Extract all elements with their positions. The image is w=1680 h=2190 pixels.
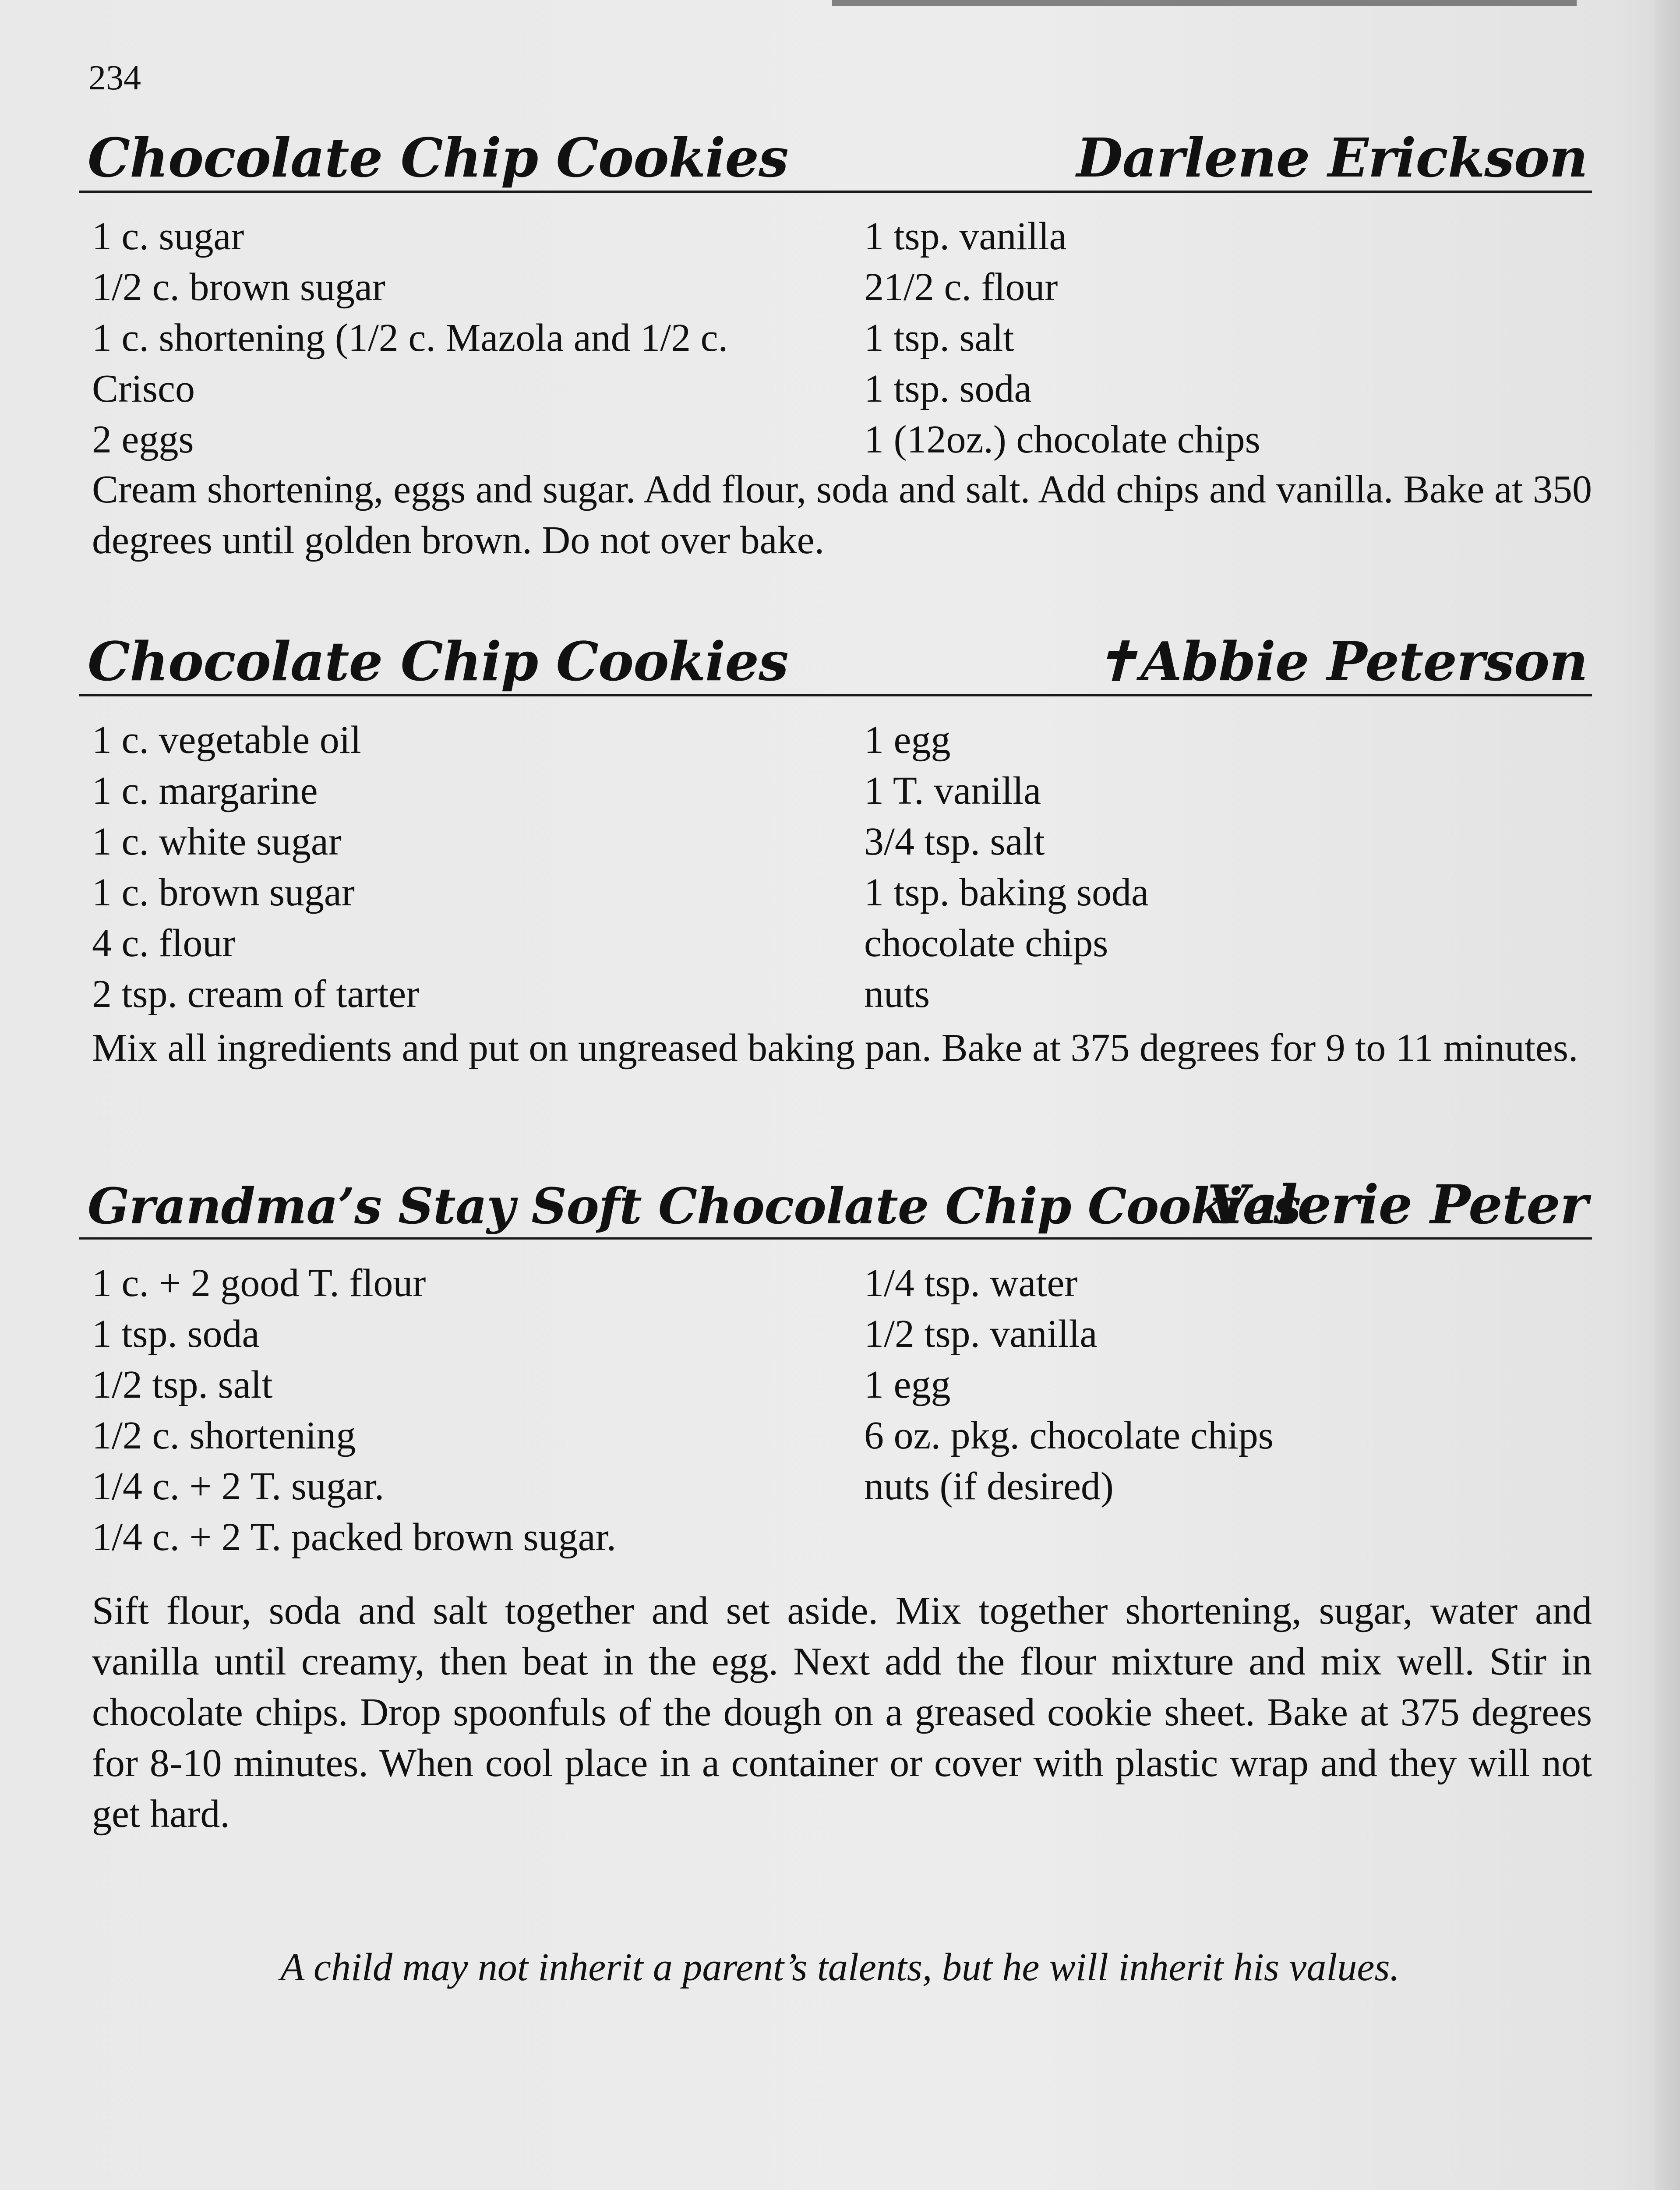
ingredient: 1/2 tsp. salt xyxy=(92,1363,273,1406)
scan-top-edge xyxy=(832,0,1577,6)
ingredients-right-column xyxy=(864,211,1587,465)
ingredients-left-column xyxy=(92,1258,836,1563)
recipe-1 xyxy=(79,125,1592,562)
ingredient: 3/4 tsp. salt xyxy=(864,820,1045,863)
recipe-header xyxy=(79,125,1592,193)
ingredient: 1 c. brown sugar xyxy=(92,871,355,914)
ingredient: 1/2 c. shortening xyxy=(92,1414,356,1457)
recipe-author: Valerie Peter xyxy=(1207,1173,1588,1236)
ingredient: 21/2 c. flour xyxy=(864,265,1058,309)
recipe-author xyxy=(1093,630,1588,693)
ingredients-left-column xyxy=(92,715,836,1020)
ingredient: Crisco xyxy=(92,367,195,410)
ingredient: 1 c. + 2 good T. flour xyxy=(92,1261,426,1305)
recipe-title: Grandma’s Stay Soft Chocolate Chip Cookies xyxy=(88,1178,1301,1235)
ingredient: 1/2 c. brown sugar xyxy=(92,265,385,309)
ingredient: 1 tsp. vanilla xyxy=(864,215,1067,258)
ingredient: 4 c. flour xyxy=(92,922,236,965)
ingredients-right-column xyxy=(864,1258,1587,1512)
ingredient: 1 c. margarine xyxy=(92,769,318,812)
ingredient: 1/4 tsp. water xyxy=(864,1261,1078,1305)
recipe-instructions: Mix all ingredients and put on ungreased baking pan. Bake at 375 degrees for 9 to 11 minutes. xyxy=(92,1026,1578,1070)
memorial-cross-icon: ✝ xyxy=(1093,630,1138,693)
ingredient: 1 tsp. salt xyxy=(864,316,1014,360)
ingredients-right-column xyxy=(864,715,1587,1020)
ingredient: nuts xyxy=(864,972,930,1016)
ingredient: 1 tsp. soda xyxy=(864,367,1032,410)
ingredient: 1 tsp. baking soda xyxy=(864,871,1149,914)
ingredient: 1 c. shortening (1/2 c. Mazola and 1/2 c. xyxy=(92,316,728,360)
ingredient: 1 c. white sugar xyxy=(92,820,342,863)
page-number: 234 xyxy=(88,59,141,97)
ingredient: 1 egg xyxy=(864,1363,951,1406)
ingredient: 1 T. vanilla xyxy=(864,769,1041,812)
recipe-header xyxy=(79,1172,1592,1240)
ingredient: 1/4 c. + 2 T. sugar. xyxy=(92,1465,385,1508)
ingredient: 2 eggs xyxy=(92,418,194,461)
ingredient: 1 c. vegetable oil xyxy=(92,718,361,762)
ingredient: 1/4 c. + 2 T. packed brown sugar. xyxy=(92,1515,617,1559)
recipe-author: Darlene Erickson xyxy=(1076,126,1588,189)
ingredient: chocolate chips xyxy=(864,922,1108,965)
ingredient: 2 tsp. cream of tarter xyxy=(92,972,420,1016)
recipe-header xyxy=(79,629,1592,696)
ingredient: nuts (if desired) xyxy=(864,1465,1114,1508)
ingredient: 1/2 tsp. vanilla xyxy=(864,1312,1098,1356)
ingredient: 1 tsp. soda xyxy=(92,1312,260,1356)
ingredient: 1 (12oz.) chocolate chips xyxy=(864,418,1260,461)
footer-quote: A child may not inherit a parent’s talents, but he will inherit his values. xyxy=(280,1946,1400,1989)
ingredients-left-column xyxy=(92,211,836,465)
ingredient: 1 c. sugar xyxy=(92,215,244,258)
recipe-3 xyxy=(79,1172,1592,1836)
recipe-title: Chocolate Chip Cookies xyxy=(88,126,788,189)
recipe-instructions: Sift flour, soda and salt together and set aside. Mix together shortening, sugar, water and vanilla until creamy, then beat in the egg. Next add the flour mixture and mix well. Stir in chocolate chips. Drop spoonfuls of the dough on a greased cookie sheet. Bake at 375 degrees for 8-10 minutes. When cool place in a container or cover with plastic wrap and they will not get hard. xyxy=(92,1589,1592,1836)
recipe-title: Chocolate Chip Cookies xyxy=(88,630,788,693)
ingredient: 1 egg xyxy=(864,718,951,762)
recipe-2 xyxy=(79,629,1592,1070)
ingredient: 6 oz. pkg. chocolate chips xyxy=(864,1414,1274,1457)
recipe-instructions: Cream shortening, eggs and sugar. Add flour, soda and salt. Add chips and vanilla. Bake at 350 degrees until golden brown. Do not over bake. xyxy=(92,468,1592,562)
page-gutter-shadow xyxy=(1655,0,1680,2190)
recipe-author-name: Abbie Peterson xyxy=(1140,630,1588,693)
